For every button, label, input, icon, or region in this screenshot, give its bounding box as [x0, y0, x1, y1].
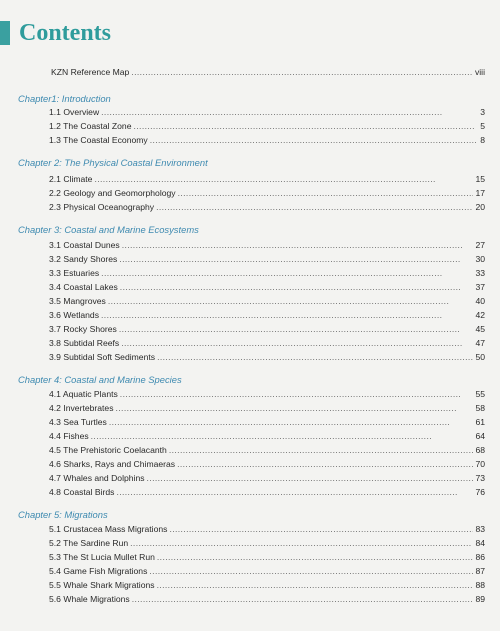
toc-entry[interactable]	[49, 473, 485, 484]
leader-dots	[121, 338, 473, 349]
toc-entry-page: 55	[475, 389, 485, 399]
leader-dots	[122, 240, 474, 251]
toc-entry-label: 3.3 Estuaries	[49, 268, 100, 278]
toc-entry-label: 4.2 Invertebrates	[49, 403, 114, 413]
toc-entry[interactable]	[49, 254, 485, 265]
toc-entry-label: 5.1 Crustacea Mass Migrations	[49, 524, 168, 534]
chapter-heading: Chapter 3: Coastal and Marine Ecosystems	[18, 224, 199, 235]
toc-entry-page: 87	[475, 566, 485, 576]
toc-entry[interactable]	[49, 594, 485, 605]
toc-entry[interactable]	[49, 107, 485, 118]
toc-entry[interactable]	[49, 403, 485, 414]
leader-dots	[101, 310, 473, 321]
toc-entry-page: 88	[475, 580, 485, 590]
toc-entry-page: 8	[480, 135, 485, 145]
toc-entry-label: 4.6 Sharks, Rays and Chimaeras	[49, 459, 176, 469]
leader-dots	[177, 459, 473, 470]
toc-entry-label: 3.7 Rocky Shores	[49, 324, 117, 334]
leader-dots	[132, 594, 474, 605]
toc-entry-page: 64	[475, 431, 485, 441]
toc-entry-label: 5.2 The Sardine Run	[49, 538, 129, 548]
page-title: Contents	[19, 20, 112, 46]
toc-entry[interactable]	[49, 352, 485, 363]
toc-entry-page: 61	[475, 417, 485, 427]
toc-entry-page: 37	[475, 282, 485, 292]
toc-entry[interactable]	[49, 296, 485, 307]
leader-dots	[169, 524, 473, 535]
toc-entry[interactable]	[49, 431, 485, 442]
toc-entry-label: 5.5 Whale Shark Migrations	[49, 580, 155, 590]
toc-entry[interactable]	[49, 324, 485, 335]
toc-entry-label: 5.3 The St Lucia Mullet Run	[49, 552, 155, 562]
leader-dots	[156, 202, 473, 213]
toc-entry[interactable]	[49, 188, 485, 199]
toc-entry-label: 2.1 Climate	[49, 174, 93, 184]
toc-entry[interactable]	[49, 135, 485, 146]
toc-entry[interactable]	[49, 174, 485, 185]
toc-entry[interactable]	[49, 268, 485, 279]
toc-entry-label: 5.6 Whale Migrations	[49, 594, 130, 604]
toc-entry-label: 3.5 Mangroves	[49, 296, 106, 306]
toc-entry-label: 3.6 Wetlands	[49, 310, 100, 320]
toc-entry-page: 3	[480, 107, 485, 117]
toc-entry[interactable]	[49, 566, 485, 577]
toc-entry-page: 86	[475, 552, 485, 562]
toc-entry-label: 1.1 Overview	[49, 107, 100, 117]
title-accent-bar	[0, 21, 10, 45]
toc-entry-page: 42	[475, 310, 485, 320]
toc-entry-label: 4.7 Whales and Dolphins	[49, 473, 145, 483]
toc-entry-page: 84	[475, 538, 485, 548]
toc-entry-page: 76	[475, 487, 485, 497]
toc-entry-page: 47	[475, 338, 485, 348]
toc-entry-label: 2.3 Physical Oceanography	[49, 202, 155, 212]
leader-dots	[101, 268, 473, 279]
toc-entry-page: 5	[480, 121, 485, 131]
leader-dots	[94, 174, 473, 185]
toc-entry-page: 73	[475, 473, 485, 483]
toc-entry-page: 70	[475, 459, 485, 469]
toc-entry-page: 17	[475, 188, 485, 198]
toc-entry-page: 50	[475, 352, 485, 362]
leader-dots	[178, 188, 474, 199]
toc-entry-label: 1.3 The Coastal Economy	[49, 135, 148, 145]
toc-entry-label: 3.9 Subtidal Soft Sediments	[49, 352, 156, 362]
toc-entry[interactable]	[49, 389, 485, 400]
chapter-heading: Chapter 4: Coastal and Marine Species	[18, 374, 182, 385]
toc-entry-label: 3.2 Sandy Shores	[49, 254, 118, 264]
leader-dots	[157, 552, 474, 563]
toc-entry-page: 58	[475, 403, 485, 413]
toc-entry[interactable]	[49, 338, 485, 349]
toc-entry-label: 4.3 Sea Turtles	[49, 417, 107, 427]
chapter-heading: Chapter 5: Migrations	[18, 509, 108, 520]
toc-entry[interactable]	[49, 580, 485, 591]
toc-entry-label: KZN Reference Map	[51, 67, 130, 77]
toc-entry-label: 3.4 Coastal Lakes	[49, 282, 118, 292]
toc-entry[interactable]	[49, 282, 485, 293]
leader-dots	[120, 389, 474, 400]
toc-entry-page: 30	[475, 254, 485, 264]
toc-entry-label: 4.4 Fishes	[49, 431, 89, 441]
toc-entry-page: 45	[475, 324, 485, 334]
toc-entry[interactable]	[49, 552, 485, 563]
toc-entry-page: 15	[475, 174, 485, 184]
chapter-heading: Chapter 2: The Physical Coastal Environment	[18, 157, 208, 168]
leader-dots	[169, 445, 474, 456]
leader-dots	[131, 67, 473, 78]
leader-dots	[109, 417, 474, 428]
toc-entry-label: 2.2 Geology and Geomorphology	[49, 188, 176, 198]
leader-dots	[108, 296, 474, 307]
toc-entry-label: 1.2 The Coastal Zone	[49, 121, 132, 131]
toc-entry-reference-map[interactable]	[51, 67, 485, 78]
toc-entry[interactable]	[49, 310, 485, 321]
toc-entry[interactable]	[49, 459, 485, 470]
toc-entry[interactable]	[49, 417, 485, 428]
leader-dots	[150, 135, 478, 146]
chapter-heading: Chapter1: Introduction	[18, 93, 111, 104]
toc-entry[interactable]	[49, 487, 485, 498]
leader-dots	[116, 487, 473, 498]
leader-dots	[120, 282, 474, 293]
toc-entry-page: 83	[475, 524, 485, 534]
leader-dots	[134, 121, 479, 132]
leader-dots	[119, 254, 473, 265]
toc-entry-label: 4.5 The Prehistoric Coelacanth	[49, 445, 167, 455]
leader-dots	[149, 566, 473, 577]
toc-entry-page: viii	[474, 67, 485, 77]
toc-entry-label: 5.4 Game Fish Migrations	[49, 566, 148, 576]
toc-entry[interactable]	[49, 121, 485, 132]
toc-entry-label: 4.8 Coastal Birds	[49, 487, 115, 497]
toc-entry[interactable]	[49, 524, 485, 535]
leader-dots	[157, 352, 473, 363]
toc-entry-page: 33	[475, 268, 485, 278]
leader-dots	[101, 107, 478, 118]
leader-dots	[91, 431, 474, 442]
toc-entry[interactable]	[49, 445, 485, 456]
toc-entry-page: 68	[475, 445, 485, 455]
toc-entry-page: 20	[475, 202, 485, 212]
leader-dots	[116, 403, 474, 414]
toc-entry[interactable]	[49, 202, 485, 213]
leader-dots	[130, 538, 473, 549]
toc-entry-page: 27	[475, 240, 485, 250]
toc-entry[interactable]	[49, 538, 485, 549]
toc-entry-label: 4.1 Aquatic Plants	[49, 389, 118, 399]
leader-dots	[119, 324, 474, 335]
toc-entry[interactable]	[49, 240, 485, 251]
toc-entry-page: 40	[475, 296, 485, 306]
leader-dots	[157, 580, 474, 591]
toc-entry-page: 89	[475, 594, 485, 604]
toc-entry-label: 3.1 Coastal Dunes	[49, 240, 120, 250]
leader-dots	[147, 473, 474, 484]
toc-entry-label: 3.8 Subtidal Reefs	[49, 338, 120, 348]
